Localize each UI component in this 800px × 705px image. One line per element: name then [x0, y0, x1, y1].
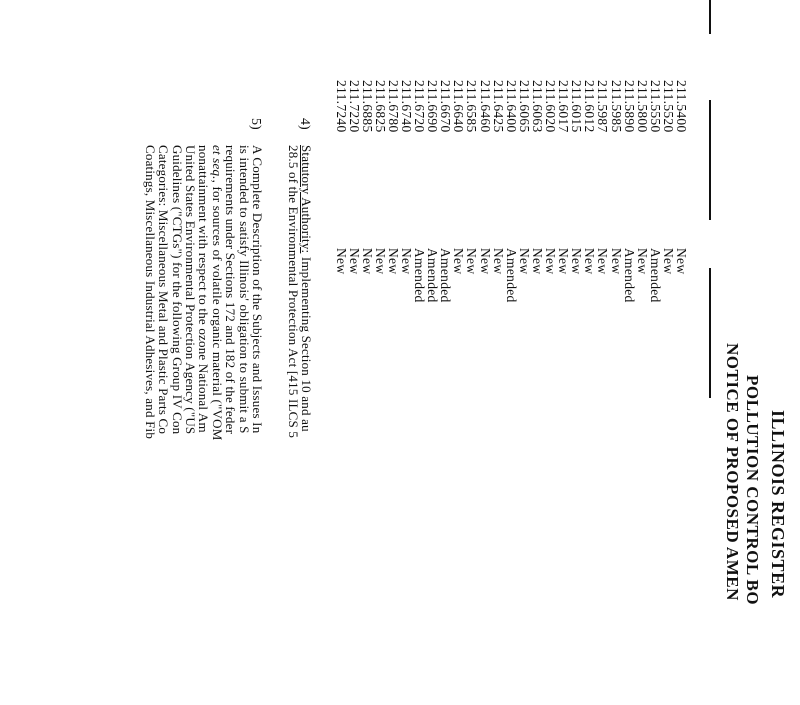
section-action: New — [529, 248, 545, 275]
section-number: 211.7220 — [346, 80, 362, 133]
section-number: 211.5985 — [608, 80, 624, 133]
statutory-authority-text: Implementing Section 10 and au — [299, 253, 314, 432]
description-line-rest: , for sources of volatile organic material ("VOM — [209, 179, 225, 441]
section-number: 211.6017 — [556, 80, 572, 133]
section-action: New — [582, 248, 598, 275]
section-number: 211.5400 — [674, 80, 689, 133]
description-line: requirements under Sections 172 and 182 of the feder — [223, 145, 239, 435]
section-number: 211.6780 — [385, 80, 401, 133]
section-number: 211.6885 — [359, 80, 375, 133]
section-number: 211.6015 — [569, 80, 585, 133]
section-action: New — [516, 248, 532, 275]
statutory-authority-label: Statutory Authority: — [299, 145, 314, 254]
et-seq-text: et seq. — [209, 145, 225, 180]
section-number: 211.6670 — [438, 80, 454, 133]
description-line: nonattainment with respect to the ozone National Am — [196, 145, 212, 433]
section-action: New — [333, 248, 349, 275]
section-action: New — [490, 248, 506, 275]
section-action: New — [385, 248, 401, 275]
section-number: 211.6585 — [464, 80, 480, 133]
section-action: New — [359, 248, 375, 275]
section-action: Amended — [647, 248, 663, 303]
section-action: New — [660, 248, 676, 275]
section-number: 211.6720 — [412, 80, 428, 133]
register-title: ILLINOIS REGISTER — [768, 410, 788, 599]
header-rule-left — [709, 0, 711, 34]
section-number: 211.6020 — [543, 80, 559, 133]
section-number: 211.6063 — [529, 80, 545, 133]
section-number: 211.7240 — [333, 80, 349, 133]
section-action: New — [674, 248, 689, 275]
section-action: Amended — [503, 248, 519, 303]
header-rule-right — [709, 268, 711, 398]
section-number: 211.6460 — [477, 80, 493, 133]
description-paragraph — [143, 145, 264, 705]
section-action-list — [334, 248, 688, 388]
description-line: United States Environmental Protection Agency ("US — [182, 145, 198, 435]
section-action: New — [595, 248, 611, 275]
section-action: Amended — [425, 248, 441, 303]
description-line: A Complete Description of the Subjects and Issues In — [250, 145, 265, 434]
section-number: 211.6825 — [372, 80, 388, 133]
header-rule-mid — [709, 100, 711, 220]
description-line: Categories: Miscellaneous Metal and Plastic Parts Co — [156, 145, 172, 435]
item-5-number: 5) — [248, 118, 263, 130]
statutory-authority-line-2: 28.5 of the Environmental Protection Act [415 ILCS 5 — [285, 145, 301, 439]
section-action: New — [464, 248, 480, 275]
section-number: 211.6012 — [582, 80, 598, 133]
description-line: is intended to satisfy Illinois' obligation to submit a S — [236, 145, 252, 434]
section-number: 211.5987 — [595, 80, 611, 133]
description-line — [210, 145, 223, 705]
section-number: 211.5800 — [634, 80, 650, 133]
item-4-number: 4) — [297, 118, 312, 130]
section-action: Amended — [438, 248, 454, 303]
section-action: New — [451, 248, 467, 275]
section-number: 211.6425 — [490, 80, 506, 133]
section-action: Amended — [621, 248, 637, 303]
description-line: Guidelines ("CTGs") for the following Group IV Con — [169, 145, 185, 435]
section-number: 211.6065 — [516, 80, 532, 133]
section-number-list — [334, 80, 688, 200]
statutory-authority — [286, 145, 313, 705]
section-number: 211.5890 — [621, 80, 637, 133]
section-action: New — [346, 248, 362, 275]
section-action: New — [608, 248, 624, 275]
section-action: Amended — [412, 248, 428, 303]
board-name: POLLUTION CONTROL BO — [743, 375, 762, 606]
section-action: New — [477, 248, 493, 275]
section-number: 211.6400 — [503, 80, 519, 133]
section-action: New — [556, 248, 572, 275]
section-number: 211.5550 — [647, 80, 663, 133]
section-action: New — [569, 248, 585, 275]
section-number: 211.5520 — [660, 80, 676, 133]
section-action: New — [399, 248, 415, 275]
section-number: 211.6740 — [399, 80, 415, 133]
section-number: 211.6690 — [425, 80, 441, 133]
section-action: New — [372, 248, 388, 275]
section-action: New — [543, 248, 559, 275]
section-number: 211.6640 — [451, 80, 467, 133]
description-line: Coatings, Miscellaneous Industrial Adhesives, and Fib — [142, 145, 158, 440]
notice-title: NOTICE OF PROPOSED AMEN — [723, 343, 742, 601]
section-action: New — [634, 248, 650, 275]
